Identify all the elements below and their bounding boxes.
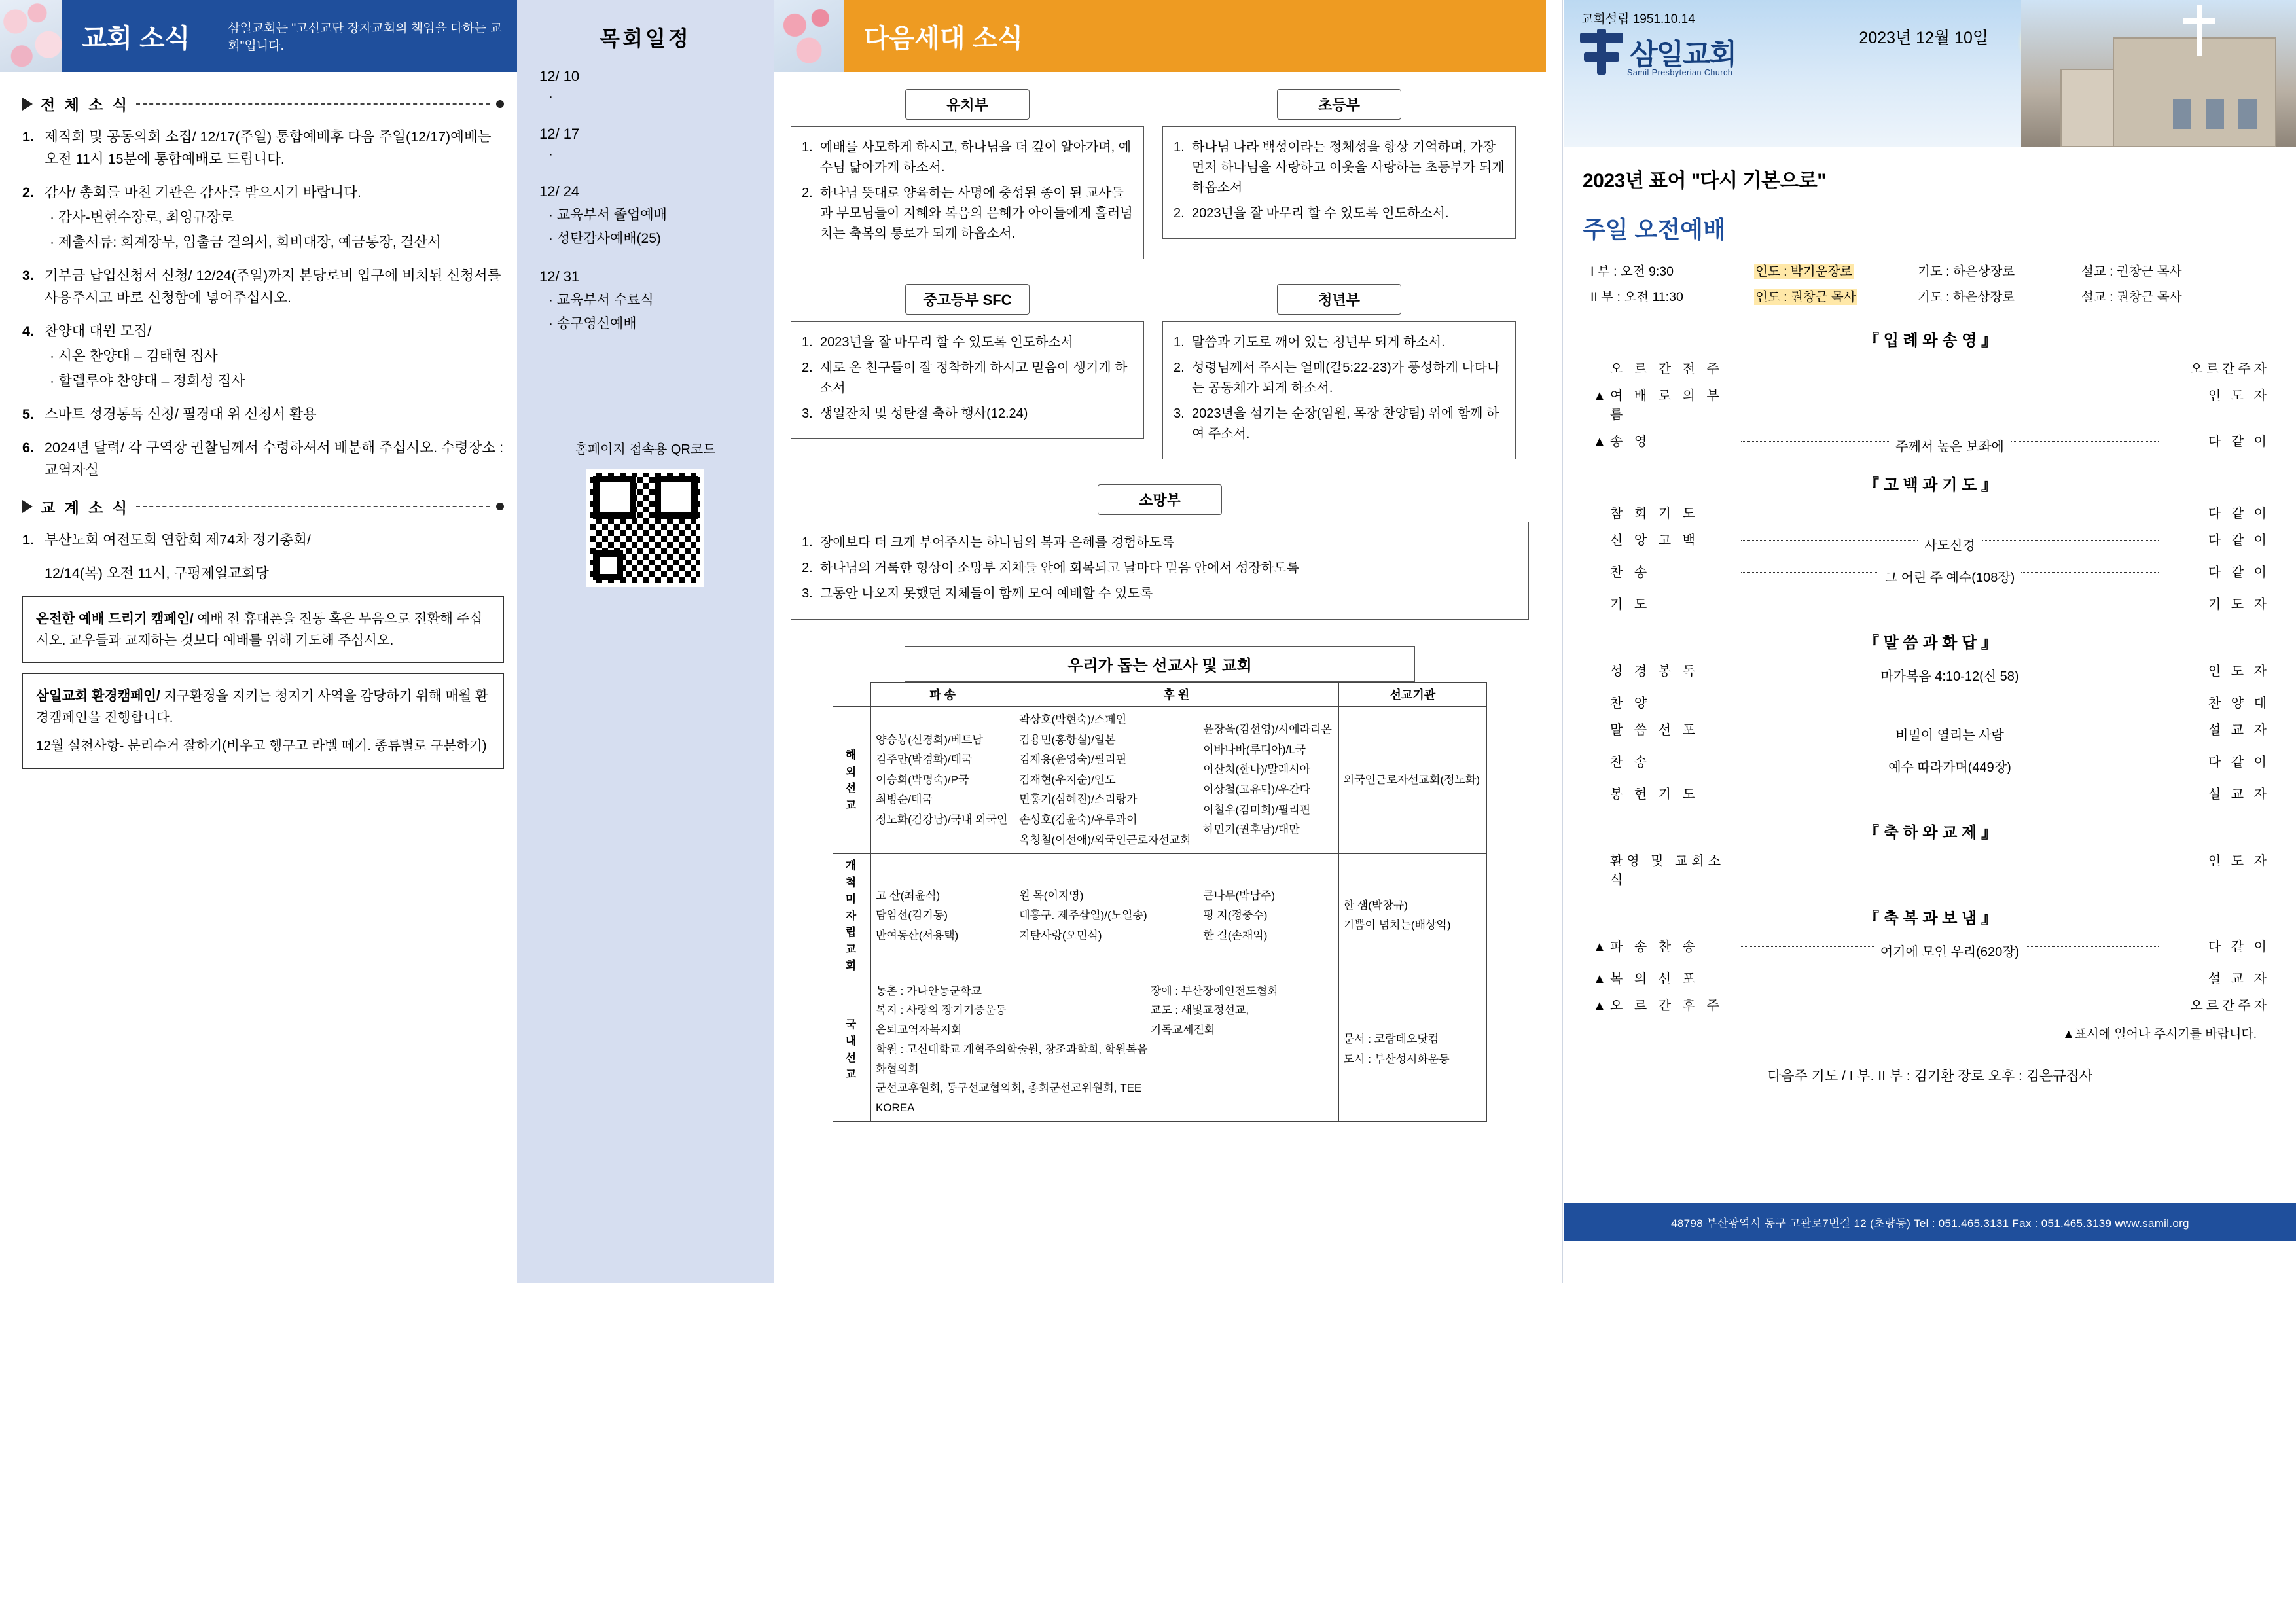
service-info-row	[1590, 259, 2296, 285]
flower-photo	[0, 0, 62, 72]
order-row	[1593, 850, 2270, 888]
prayer-number: 3.	[1174, 406, 1185, 421]
department-card	[791, 484, 1529, 620]
prayer-number: 3.	[802, 406, 813, 421]
service-leader: 인도 : 권창근 목사	[1755, 290, 1856, 304]
mission-entry: 문서 : 코람데오닷컴	[1343, 1033, 1439, 1046]
order-label: 봉 헌 기 도	[1610, 787, 1699, 802]
mission-send-cell	[871, 707, 1014, 854]
mission-entry: 대흥구. 제주삼일)/(노일송)	[1019, 909, 1147, 922]
divider-dot	[496, 100, 504, 108]
schedule-date: 12/ 10	[539, 68, 580, 84]
department-prayer-list	[1162, 126, 1516, 239]
prayer-item	[1174, 332, 1505, 353]
department-card	[1162, 284, 1516, 459]
stand-marker-icon: ▲	[1593, 972, 1606, 986]
campaign-worship-body: 예배 전 휴대폰을 진동 혹은 무음으로 전환해 주십시오. 교우들과 교제하는 것보다 예배를 위해 기도해 주십시오.	[36, 611, 483, 648]
service-info-rows	[1590, 259, 2296, 310]
standing-note: ▲표시에 일어나 주시기를 바랍니다.	[2062, 1027, 2257, 1041]
mission-entry: 김재현(우지순)/인도	[1019, 773, 1116, 786]
prayer-text: 2023년을 잘 마무리 할 수 있도록 인도하소서	[820, 335, 1073, 349]
department-prayer-list	[1162, 321, 1516, 459]
notice-number: 3.	[22, 267, 34, 283]
order-person: 다 같 이	[2208, 940, 2270, 954]
church-name-english: Samil Presbyterian Church	[1627, 68, 1733, 77]
mission-row	[833, 707, 1487, 854]
order-person: 인 도 자	[2208, 389, 2270, 403]
order-row	[1593, 562, 2270, 586]
prayer-number: 2.	[802, 186, 813, 200]
department-prayer-list	[791, 522, 1529, 620]
notice-item	[22, 437, 504, 482]
notice-subitem: · 할렐루야 찬양대 – 정회성 집사	[50, 372, 245, 389]
prayer-number: 2.	[802, 561, 813, 575]
mission-entry: 원 목(이지영)	[1019, 889, 1084, 902]
notice-sublist	[45, 207, 504, 254]
mission-entry: 장애 : 부산장애인전도협회	[1150, 984, 1278, 997]
order-detail	[1741, 941, 2159, 960]
order-label: 찬 송	[1610, 755, 1651, 770]
next-generation-column	[774, 0, 1546, 1283]
notice-item	[22, 563, 504, 585]
notice-number: 1.	[22, 129, 34, 145]
mission-entry: 기독교세진회	[1150, 1024, 1215, 1037]
mission-entry: 지탄사랑(오민식)	[1019, 929, 1102, 942]
prayer-text: 하나님 나라 백성이라는 정체성을 항상 기억하며, 가장 먼저 하나님을 사랑하고 이웃을 사랑하는 초등부가 되게 하옵소서	[1192, 140, 1505, 195]
prayer-item	[802, 533, 1518, 553]
notice-text: 스마트 성경통독 신청/ 필경대 위 신청서 활용	[45, 406, 317, 422]
mission-header-send: 파 송	[871, 683, 1014, 707]
prayer-item	[802, 584, 1518, 604]
mission-entry: 양승봉(신경희)/베트남	[876, 733, 983, 746]
mission-table-header-row	[833, 683, 1487, 707]
worship-order-list	[1564, 327, 2296, 1014]
stand-marker-icon: ▲	[1593, 389, 1606, 403]
mission-header-support: 후 원	[1014, 683, 1338, 707]
notice-subitem: · 제출서류: 회계장부, 입출금 결의서, 회비대장, 예금통장, 결산서	[50, 234, 442, 250]
order-detail	[1741, 436, 2159, 455]
denomination-notice-list	[22, 529, 504, 585]
mission-category: 해 외 선 교	[833, 707, 871, 854]
prayer-text: 생일잔치 및 성탄절 축하 행사(12.24)	[820, 406, 1028, 421]
order-row	[1593, 751, 2270, 776]
order-row	[1593, 529, 2270, 554]
order-detail	[1741, 666, 2159, 685]
mission-entry: 김재용(윤영숙)/필리핀	[1019, 753, 1127, 766]
domestic-mission-cell	[871, 978, 1339, 1121]
order-person: 기 도 자	[2208, 597, 2270, 612]
order-row	[1593, 358, 2270, 377]
order-person: 인 도 자	[2208, 664, 2270, 679]
church-name: 삼일교회	[1630, 39, 1736, 71]
department-prayer-list	[791, 321, 1144, 439]
order-detail	[1741, 608, 2159, 609]
mission-entry: 하민기(권후남)/대만	[1203, 823, 1300, 836]
order-section-heading: 『 고 백 과 기 도 』	[1863, 476, 1997, 494]
mission-support-cell-b	[1198, 854, 1338, 978]
campaign-env-body: 지구환경을 지키는 청지기 사역을 감당하기 위해 매월 환경캠페인을 진행합니다.	[36, 688, 488, 726]
bulletin-date: 2023년 12월 10일	[1859, 29, 1988, 47]
notice-number: 2.	[22, 184, 34, 200]
mission-entry: 농촌 : 가나안농군학교	[876, 984, 982, 997]
notice-subitem: · 시온 찬양대 – 김태현 집사	[50, 348, 218, 364]
prayer-text: 새로 온 친구들이 잘 정착하게 하시고 믿음이 생기게 하소서	[820, 361, 1128, 395]
order-detail-text: 예수 따라가며(449장)	[1888, 760, 2011, 775]
order-person: 설 교 자	[2208, 723, 2270, 738]
order-row	[1593, 936, 2270, 960]
order-label: 환영 및 교회소식	[1610, 854, 1725, 887]
prayer-text: 그동안 나오지 못했던 지체들이 함께 모여 예배할 수 있도록	[820, 586, 1153, 601]
schedule-list	[517, 68, 774, 353]
order-label: 참 회 기 도	[1610, 507, 1699, 521]
notice-text: 찬양대 대원 모집/ · 시온 찬양대 – 김태현 집사 · 할렐루야 찬양대 – 정회성 집사	[45, 321, 504, 393]
mission-entry: 평 지(정중수)	[1203, 909, 1268, 922]
prayer-text: 2023년을 잘 마무리 할 수 있도록 인도하소서.	[1192, 206, 1449, 221]
mission-entry: 고 산(최윤식)	[876, 889, 941, 902]
notice-text: 2024년 달력/ 각 구역장 권찰님께서 수령하셔서 배분해 주십시오. 수령장소 : 교역자실	[45, 439, 504, 478]
mission-entry: 이상철(고유덕)/우간다	[1203, 783, 1311, 796]
service-time: I 부 : 오전 9:30	[1590, 264, 1674, 279]
notice-text: 감사/ 총회를 마친 기관은 감사를 받으시기 바랍니다. · 감사-변현수장로, 최잉규장로 · 제출서류: 회계장부, 입출금 결의서, 회비대장, 예금통장, 결산서	[45, 182, 504, 254]
schedule-item: · 교육부서 수료식	[548, 293, 654, 308]
order-label: 기 도	[1610, 597, 1651, 612]
order-person: 오르간주자	[2190, 999, 2270, 1013]
order-row	[1593, 431, 2270, 455]
mission-entry: 외국인근로자선교회(정노화)	[1343, 773, 1480, 786]
mission-row	[833, 978, 1487, 1121]
service-title: 주일 오전예배	[1583, 216, 1726, 243]
mission-table-title: 우리가 돕는 선교사 및 교회	[905, 646, 1415, 682]
prayer-text: 예배를 사모하게 하시고, 하나님을 더 깊이 알아가며, 예수님 닮아가게 하소서.	[820, 140, 1132, 175]
domestic-mission-extra	[1338, 978, 1486, 1121]
department-card	[791, 284, 1144, 459]
notice-text: 부산노회 여전도회 연합회 제74차 정기총회/	[45, 531, 311, 548]
prayer-number: 2.	[1174, 206, 1185, 221]
section-all-news	[22, 93, 504, 115]
qr-section	[517, 438, 774, 587]
department-card	[791, 89, 1144, 259]
prayer-item	[802, 558, 1518, 579]
mission-entry: 한 샘(박창규)	[1343, 899, 1408, 912]
prayer-number: 1.	[802, 335, 813, 349]
notice-number: 6.	[22, 439, 34, 455]
schedule-date: 12/ 24	[539, 183, 580, 200]
mission-entry: 복지 : 사랑의 장기기증운동	[876, 1004, 1007, 1017]
notice-item	[22, 321, 504, 393]
order-label: 신 앙 고 백	[1610, 533, 1699, 548]
prayer-item	[802, 404, 1133, 424]
triangle-icon	[22, 98, 33, 111]
order-detail-text: 비밀이 열리는 사람	[1895, 728, 2004, 743]
mission-support-cell-a	[1014, 854, 1198, 978]
mission-entry: 옥청철(이선애)/외국인근로자선교회	[1019, 833, 1191, 846]
department-name: 청년부	[1277, 284, 1401, 315]
campaign-box-environment	[22, 673, 504, 769]
worship-order-column	[1564, 0, 2296, 1283]
mission-category: 개 척 미 자 립 교 회	[833, 854, 871, 978]
order-row	[1593, 660, 2270, 685]
order-detail	[1741, 372, 2159, 373]
schedule-date: 12/ 17	[539, 126, 580, 142]
section-denomination-news	[22, 496, 504, 518]
schedule-item: · 교육부서 졸업예배	[548, 207, 667, 223]
church-news-column	[0, 0, 517, 1283]
church-news-header	[0, 0, 517, 72]
order-detail	[1741, 982, 2159, 983]
schedule-item: · 성탄감사예배(25)	[548, 231, 661, 246]
mission-row	[833, 854, 1487, 978]
order-row	[1593, 692, 2270, 711]
mission-entry: 한 길(손재익)	[1203, 929, 1268, 942]
samil-logo-icon	[1580, 29, 1623, 75]
prayer-text: 하나님의 거룩한 형상이 소망부 지체들 안에 회복되고 날마다 믿음 안에서 성장하도록	[820, 561, 1299, 575]
prayer-item	[1174, 204, 1505, 224]
prayer-number: 2.	[1174, 361, 1185, 375]
prayer-item	[802, 183, 1133, 244]
mission-entry: 최병순/태국	[876, 793, 933, 806]
department-name: 유치부	[905, 89, 1030, 120]
mission-entry: 이산치(한나)/말레시아	[1203, 763, 1311, 776]
mission-entry: 담임선(김기동)	[876, 909, 948, 922]
church-news-body	[0, 72, 517, 769]
order-detail	[1741, 535, 2159, 554]
stand-marker-icon: ▲	[1593, 435, 1606, 449]
prayer-number: 1.	[802, 535, 813, 550]
divider-dashes	[136, 506, 490, 507]
mission-agency-cell	[1338, 707, 1486, 854]
mission-entry: 학원 : 고신대학교 개혁주의학술원, 창조과학회, 학원복음화협의회	[876, 1043, 1148, 1075]
church-news-subtitle: 삼일교회는 "고신교단 장자교회의 책임을 다하는 교회"입니다.	[228, 22, 502, 53]
notice-text: 12/14(목) 오전 11시, 구평제일교회당	[45, 565, 269, 581]
mission-entry: 이철우(김미희)/필리핀	[1203, 803, 1311, 816]
notice-number: 5.	[22, 406, 34, 422]
notice-item	[22, 126, 504, 171]
prayer-text: 성령님께서 주시는 열매(갈5:22-23)가 풍성하게 나타나는 공동체가 되게 하소서.	[1192, 361, 1500, 395]
notice-number	[22, 563, 45, 585]
prayer-number: 3.	[802, 586, 813, 601]
department-name: 소망부	[1098, 484, 1222, 515]
department-name: 초등부	[1277, 89, 1401, 120]
service-prayer: 기도 : 하은상장로	[1918, 264, 2015, 279]
campaign-env-title: 삼일교회 환경캠페인/	[36, 688, 160, 704]
campaign-worship-title: 온전한 예배 드리기 캠페인/	[36, 611, 194, 626]
next-generation-title: 다음세대 소식	[864, 24, 1023, 53]
mission-entry: 기쁨이 넘치는(배상익)	[1343, 919, 1451, 932]
order-label: 찬 송	[1610, 565, 1651, 580]
mission-agency-cell	[1338, 854, 1486, 978]
prayer-number: 1.	[1174, 140, 1185, 154]
order-detail	[1741, 399, 2159, 400]
campaign-env-sub: 12월 실천사항- 분리수거 잘하기(비우고 행구고 라벨 떼기. 종류별로 구분하기)	[36, 738, 487, 754]
mission-category: 국 내 선 교	[833, 978, 871, 1121]
service-info-row	[1590, 285, 2296, 310]
order-row	[1593, 385, 2270, 423]
department-grid	[774, 72, 1546, 626]
mission-entry: 이바나바(루디아)/L국	[1203, 743, 1306, 756]
church-building-photo	[2021, 0, 2296, 147]
order-label: 찬 양	[1610, 696, 1651, 711]
order-section-heading: 『 말 씀 과 화 답 』	[1863, 634, 1997, 652]
order-label: 복 의 선 포	[1610, 972, 1699, 986]
mission-entry: 도시 : 부산성시화운동	[1343, 1052, 1450, 1065]
mission-entry: 군선교후원회, 동구선교협의회, 총회군선교위원회, TEE KOREA	[876, 1082, 1142, 1115]
church-news-title: 교회 소식	[81, 24, 190, 53]
order-detail-text: 사도신경	[1924, 539, 1975, 553]
order-detail-text: 여기에 모인 우리(620장)	[1880, 945, 2020, 959]
schedule-item: ·	[548, 89, 553, 104]
stand-marker-icon: ▲	[1593, 999, 1606, 1013]
prayer-number: 1.	[1174, 335, 1185, 349]
order-label: 성 경 봉 독	[1610, 664, 1699, 679]
order-person: 설 교 자	[2208, 787, 2270, 802]
service-preacher: 설교 : 권창근 목사	[2081, 264, 2182, 279]
mission-table-body	[833, 707, 1487, 1122]
order-row	[1593, 995, 2270, 1014]
department-name: 중고등부 SFC	[905, 284, 1030, 315]
banner	[1564, 0, 2296, 147]
service-leader: 인도 : 박기운장로	[1755, 264, 1853, 279]
next-generation-header	[774, 0, 1546, 72]
prayer-item	[802, 137, 1133, 178]
order-detail	[1741, 1009, 2159, 1010]
prayer-text: 장애보다 더 크게 부어주시는 하나님의 복과 은혜를 경험하도록	[820, 535, 1175, 550]
mission-entry: 김용민(홍항실)/일본	[1019, 733, 1116, 746]
mission-support-cell-b	[1198, 707, 1338, 854]
order-person: 찬 양 대	[2208, 696, 2270, 711]
prayer-item	[1174, 358, 1505, 399]
order-row	[1593, 968, 2270, 987]
section-denomination-news-label: 교 계 소 식	[41, 499, 130, 516]
mission-table	[833, 682, 1487, 1122]
mission-entry: 이승희(박명숙)/P국	[876, 773, 969, 786]
mission-entry: 곽상호(박현숙)/스페인	[1019, 713, 1127, 726]
mission-entry: 은퇴교역자복지회	[876, 1024, 962, 1037]
order-row	[1593, 594, 2270, 613]
mission-send-cell	[871, 854, 1014, 978]
order-section-heading: 『 입 례 와 송 영 』	[1863, 332, 1997, 349]
tulip-photo	[774, 0, 844, 72]
next-week-prayer: 다음주 기도 / I 부. II 부 : 김기환 장로 오후 : 김은규집사	[1767, 1069, 2093, 1084]
order-person: 오르간주자	[2190, 362, 2270, 376]
footer-address-bar: 48798 부산광역시 동구 고관로7번길 12 (초량동) Tel : 051.465.3131 Fax : 051.465.3139 www.samil.org	[1564, 1203, 2296, 1241]
notice-subitem: · 감사-변현수장로, 최잉규장로	[50, 209, 234, 225]
service-preacher: 설교 : 권창근 목사	[2081, 290, 2182, 304]
order-person: 다 같 이	[2208, 565, 2270, 580]
notice-item	[22, 404, 504, 426]
service-time: II 부 : 오전 11:30	[1590, 290, 1683, 304]
order-detail	[1741, 567, 2159, 586]
domestic-mission-group	[876, 982, 1151, 1118]
prayer-text: 2023년을 섬기는 순장(임원, 목장 찬양팀) 위에 함께 하여 주소서.	[1192, 406, 1499, 441]
order-detail	[1741, 517, 2159, 518]
notice-text: 제직회 및 공동의회 소집/ 12/17(주일) 통합예배후 다음 주일(12/17)예배는 오전 11시 15분에 통합예배로 드립니다.	[45, 129, 492, 167]
year-motto: 2023년 표어 "다시 기본으로"	[1583, 170, 1827, 192]
department-card	[1162, 89, 1516, 259]
order-label: 말 씀 선 포	[1610, 723, 1699, 738]
notice-number: 4.	[22, 323, 34, 339]
qr-caption: 홈페이지 접속용 QR코드	[575, 442, 716, 457]
order-label: 여 배 로 의 부 름	[1610, 389, 1723, 422]
notice-list	[22, 126, 504, 482]
divider-dot	[496, 503, 504, 510]
mission-support-cell-a	[1014, 707, 1198, 854]
mission-entry: 민홍기(심혜진)/스리랑카	[1019, 793, 1138, 806]
divider-dashes	[136, 103, 490, 105]
order-detail	[1741, 757, 2159, 776]
section-all-news-label: 전 체 소 식	[41, 96, 130, 113]
stand-marker-icon: ▲	[1593, 940, 1606, 954]
schedule-item: ·	[548, 147, 553, 162]
department-prayer-list	[791, 126, 1144, 259]
order-section-heading: 『 축 복 과 보 냄 』	[1863, 910, 1997, 927]
schedule-title: 목회일정	[600, 27, 691, 50]
order-label: 파 송 찬 송	[1610, 940, 1699, 954]
notice-sublist	[45, 346, 504, 393]
notice-item	[22, 529, 504, 552]
order-person: 다 같 이	[2208, 755, 2270, 770]
order-detail-text: 마가복음 4:10-12(신 58)	[1880, 669, 2019, 684]
prayer-item	[1174, 404, 1505, 444]
order-person: 다 같 이	[2208, 533, 2270, 548]
order-row	[1593, 783, 2270, 802]
order-detail	[1741, 724, 2159, 743]
prayer-number: 1.	[802, 140, 813, 154]
order-person: 다 같 이	[2208, 507, 2270, 521]
mission-entry: 정노화(김강남)/국내 외국인	[876, 813, 1008, 826]
mission-entry: 큰나무(박남주)	[1203, 889, 1276, 902]
order-person: 다 같 이	[2208, 435, 2270, 449]
order-row	[1593, 503, 2270, 522]
founded-date: 교회설립 1951.10.14	[1581, 12, 1695, 26]
prayer-text: 하나님 뜻대로 양육하는 사명에 충성된 종이 된 교사들과 부모님들이 지혜와 복음의 은혜가 아이들에게 흘러넘치는 축복의 통로가 되게 하옵소서.	[820, 186, 1133, 241]
notice-text: 기부금 납입신청서 신청/ 12/24(주일)까지 본당로비 입구에 비치된 신청서를 사용주시고 바로 신청함에 넣어주십시오.	[45, 267, 501, 306]
order-row	[1593, 719, 2270, 743]
prayer-text: 말씀과 기도로 깨어 있는 청년부 되게 하소서.	[1192, 335, 1445, 349]
order-detail-text: 그 어린 주 예수(108장)	[1884, 571, 2015, 585]
mission-entry: 김주만(박경화)/태국	[876, 753, 973, 766]
mission-entry: 손성호(김윤숙)/우루과이	[1019, 813, 1138, 826]
qr-code-image[interactable]	[586, 469, 704, 587]
campaign-box-worship	[22, 596, 504, 663]
order-section-heading: 『 축 하 와 교 제 』	[1863, 824, 1997, 842]
prayer-number: 2.	[802, 361, 813, 375]
schedule-date: 12/ 31	[539, 268, 580, 285]
pastoral-schedule-column	[517, 0, 774, 1283]
notice-number: 1.	[22, 531, 34, 548]
order-label: 오 르 간 후 주	[1610, 999, 1723, 1013]
order-person: 설 교 자	[2208, 972, 2270, 986]
column-divider	[1562, 0, 1563, 1283]
prayer-item	[802, 332, 1133, 353]
order-person: 인 도 자	[2208, 854, 2270, 868]
schedule-item: · 송구영신예배	[548, 316, 637, 331]
mission-entry: 윤장욱(김선영)/시에라리온	[1203, 723, 1332, 736]
order-label: 오 르 간 전 주	[1610, 362, 1723, 376]
order-detail-text: 주께서 높은 보좌에	[1895, 440, 2004, 454]
domestic-mission-group	[1151, 982, 1334, 1118]
mission-entry: 반여동산(서용택)	[876, 929, 959, 942]
notice-item	[22, 182, 504, 254]
mission-header-agency: 선교기관	[1338, 683, 1486, 707]
mission-entry: 교도 : 새빛교정선교,	[1150, 1004, 1249, 1017]
order-label: 송 영	[1610, 435, 1651, 449]
prayer-item	[802, 358, 1133, 399]
notice-item	[22, 265, 504, 310]
prayer-item	[1174, 137, 1505, 198]
triangle-icon	[22, 500, 33, 513]
service-prayer: 기도 : 하은상장로	[1918, 290, 2015, 304]
